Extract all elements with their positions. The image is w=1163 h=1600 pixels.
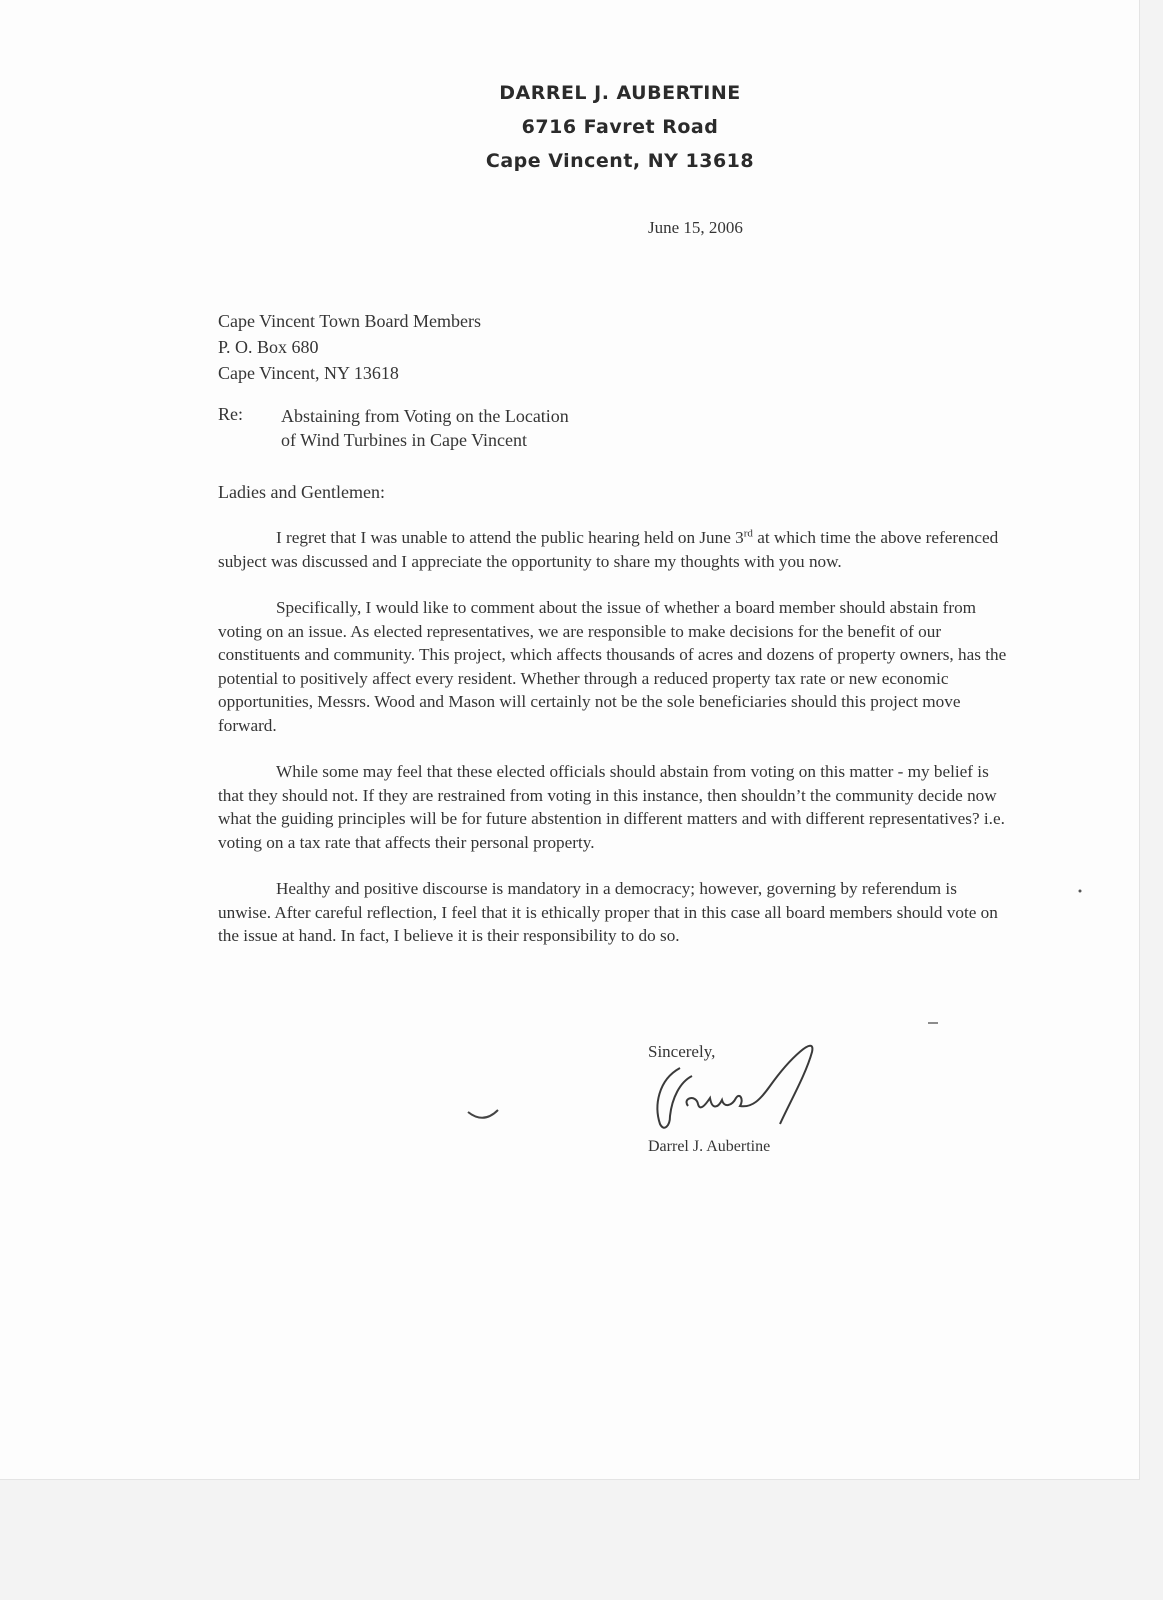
- closing: Sincerely,: [648, 1042, 716, 1061]
- body-paragraph-3: While some may feel that these elected officials should abstain from voting on this matter - my belief is that they should not. If they are restrained from voting in this instance, then shouldn’t the community decide now what the guiding principles will be for future abstention in different matters and with different representatives? i.e. voting on a tax rate that affects their personal property.: [218, 762, 1005, 852]
- paragraph-text: at which time the above referenced subject was discussed and I appreciate the opportunity to share my thoughts with you now.: [218, 528, 999, 571]
- body-paragraph-2: Specifically, I would like to comment about the issue of whether a board member should abstain from voting on an issue. As elected representatives, we are responsible to make decisions for the benefit of our constituents and community. This project, which affects thousands of acres and dozens of property owners, has the potential to positively affect every resident. Whether through a reduced property tax rate or new economic opportunities, Messrs. Wood and Mason will certainly not be the sole beneficiaries should this project move forward.: [218, 598, 1007, 735]
- letterhead-city: Cape Vincent, NY 13618: [485, 150, 755, 172]
- paragraph-text: I regret that I was unable to attend the public hearing held on June 3: [276, 528, 744, 547]
- subject-label: Re:: [218, 404, 243, 424]
- letterhead-street: 6716 Favret Road: [521, 116, 719, 138]
- letter-body: [218, 526, 1008, 971]
- handwritten-signature: [640, 1028, 830, 1138]
- recipient-line: Cape Vincent Town Board Members: [218, 311, 481, 331]
- recipient-line: P. O. Box 680: [218, 337, 319, 357]
- subject-line: Abstaining from Voting on the Location: [281, 406, 569, 426]
- signature-name: Darrel J. Aubertine: [648, 1138, 771, 1155]
- body-paragraph-4: Healthy and positive discourse is mandatory in a democracy; however, governing by referendum is unwise. After careful reflection, I feel that it is ethically proper that in this case all board members should vote on the issue at hand. In fact, I believe it is their responsibility to do so.: [218, 879, 998, 945]
- salutation: Ladies and Gentlemen:: [218, 482, 385, 502]
- ordinal-suffix: rd: [743, 527, 753, 540]
- letterhead-name: DARREL J. AUBERTINE: [499, 82, 741, 104]
- body-paragraph-1: [218, 526, 1008, 573]
- letter-date: June 15, 2006: [648, 218, 743, 237]
- recipient-address: [218, 308, 481, 386]
- subject-line: of Wind Turbines in Cape Vincent: [281, 430, 528, 450]
- subject-text: [281, 404, 569, 452]
- recipient-line: Cape Vincent, NY 13618: [218, 363, 399, 383]
- letterhead: [390, 76, 850, 178]
